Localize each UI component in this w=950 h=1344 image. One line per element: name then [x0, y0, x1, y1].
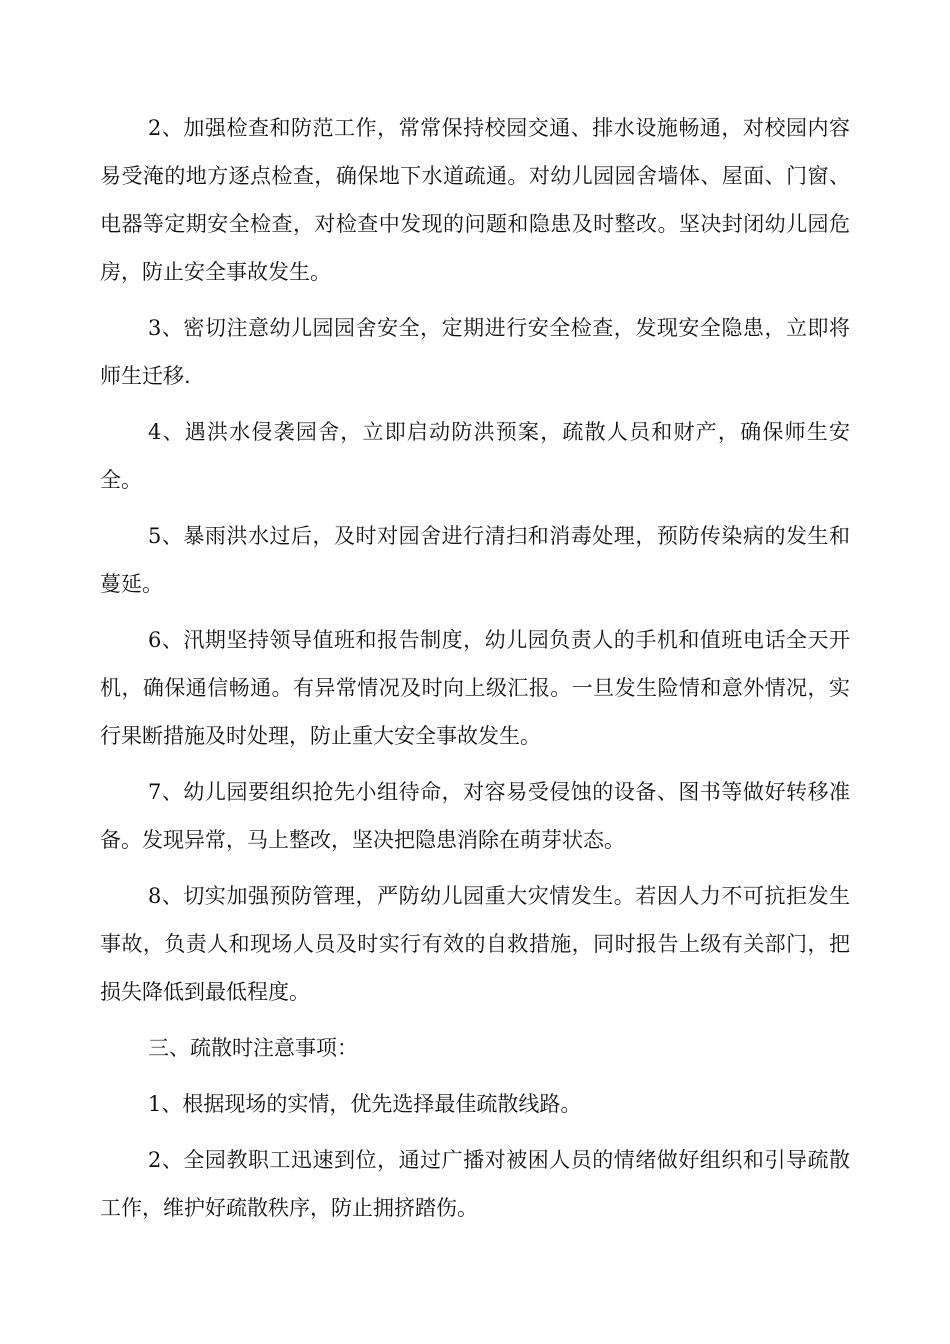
paragraph-evac-1-route: 1、根据现场的实情，优先选择最佳疏散线路。 — [148, 1092, 582, 1116]
paragraph-item-7-standby-team: 7、幼儿园要组织抢先小组待命，对容易受侵蚀的设备、图书等做好转移准备。发现异常，马上整改，坚决把隐患消除在萌芽状态。 — [100, 780, 850, 852]
paragraph-item-3-building-safety: 3、密切注意幼儿园园舍安全，定期进行安全检查，发现安全隐患，立即将师生迁移. — [100, 316, 850, 388]
paragraph-item-8-prevention: 8、切实加强预防管理，严防幼儿园重大灾情发生。若因人力不可抗拒发生事故，负责人和现场人员及时实行有效的自救措施，同时报告上级有关部门，把损失降低到最低程度。 — [100, 884, 850, 1004]
paragraph-item-5-disinfection: 5、暴雨洪水过后，及时对园舍进行清扫和消毒处理，预防传染病的发生和蔓延。 — [100, 524, 850, 596]
document-body — [100, 104, 850, 1240]
paragraph-item-4-flood-response: 4、遇洪水侵袭园舍，立即启动防洪预案，疏散人员和财产，确保师生安全。 — [100, 420, 850, 492]
paragraph-item-2-inspection: 2、加强检查和防范工作，常常保持校园交通、排水设施畅通，对校园内容易受淹的地方逐点检查，确保地下水道疏通。对幼儿园园舍墙体、屋面、门窗、电器等定期安全检查，对检查中发现的问题和隐患及时整改。坚决封闭幼儿园危房，防止安全事故发生。 — [100, 116, 850, 284]
paragraph-item-6-duty-reporting: 6、汛期坚持领导值班和报告制度，幼儿园负责人的手机和值班电话全天开机，确保通信畅通。有异常情况及时向上级汇报。一旦发生险情和意外情况，实行果断措施及时处理，防止重大安全事故发生。 — [100, 628, 850, 748]
section-heading-evacuation: 三、疏散时注意事项： — [148, 1036, 358, 1060]
paragraph-evac-2-staff: 2、全园教职工迅速到位，通过广播对被困人员的情绪做好组织和引导疏散工作，维护好疏散秩序，防止拥挤踏伤。 — [100, 1148, 850, 1220]
